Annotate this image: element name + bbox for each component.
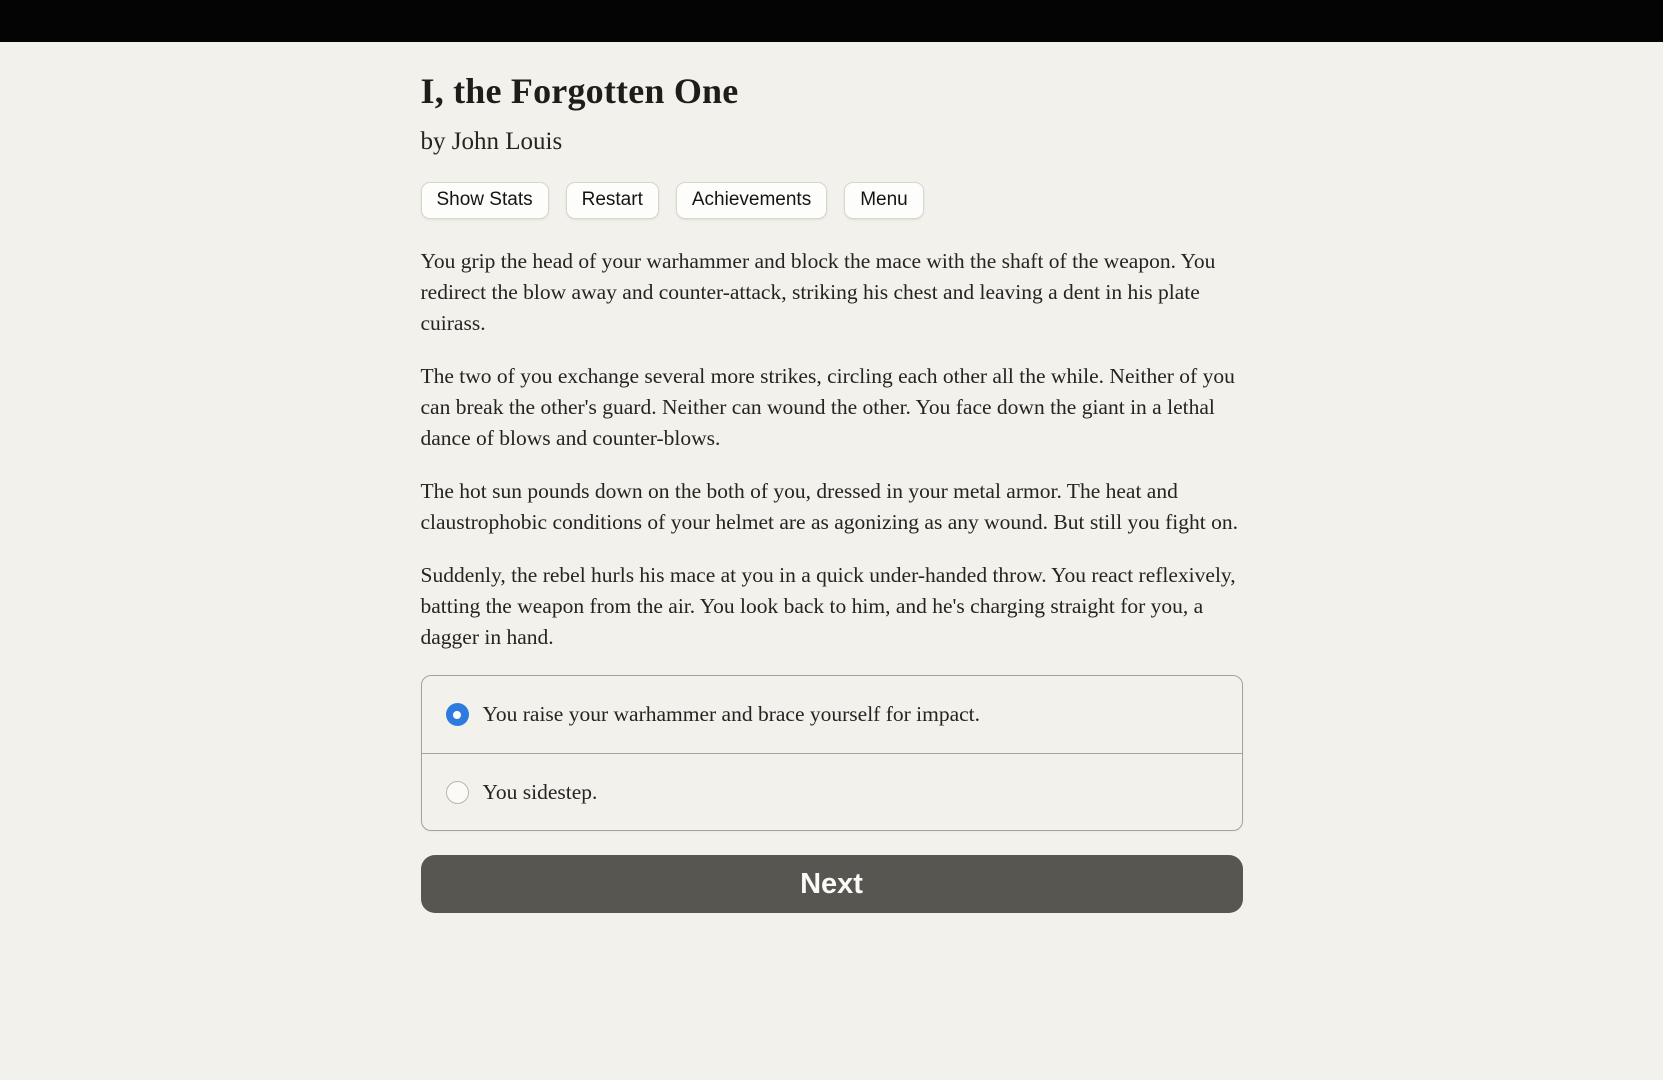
show-stats-button[interactable]: Show Stats [421,182,549,219]
radio-button-icon[interactable] [446,781,469,804]
story-paragraph-2: The two of you exchange several more strikes, circling each other all the while. Neither of you can break the other's guard. Neither can wound the other. You face down the giant in a lethal dance of blows and counter-blows. [420,364,1235,450]
choice-option-brace-for-impact[interactable] [422,676,1242,753]
next-button[interactable]: Next [421,855,1243,913]
story-paragraph-3: The hot sun pounds down on the both of you, dressed in your metal armor. The heat and claustrophobic conditions of your helmet are as agonizing as any wound. But still you fight on. [420,479,1238,534]
choice-label: You sidestep. [482,779,598,804]
restart-button[interactable]: Restart [566,182,659,219]
story-page [421,70,1243,913]
game-author-byline: by John Louis [420,128,563,155]
toolbar [421,182,1243,219]
choice-option-sidestep[interactable] [422,753,1242,830]
game-title: I, the Forgotten One [420,71,739,111]
menu-button[interactable]: Menu [844,182,924,219]
achievements-button[interactable]: Achievements [676,182,827,219]
story-text [421,246,1243,653]
letterbox-top-bar [0,0,1663,42]
story-paragraph-1: You grip the head of your warhammer and block the mace with the shaft of the weapon. You redirect the blow away and counter-attack, striking his chest and leaving a dent in his plate cuirass. [420,249,1216,335]
story-paragraph-4: Suddenly, the rebel hurls his mace at you in a quick under-handed throw. You react reflexively, batting the weapon from the air. You look back to him, and he's charging straight for you, a dagger in hand. [420,563,1236,649]
choice-group [421,675,1243,831]
choice-label: You raise your warhammer and brace yourself for impact. [482,702,981,726]
radio-button-icon[interactable] [446,703,469,726]
